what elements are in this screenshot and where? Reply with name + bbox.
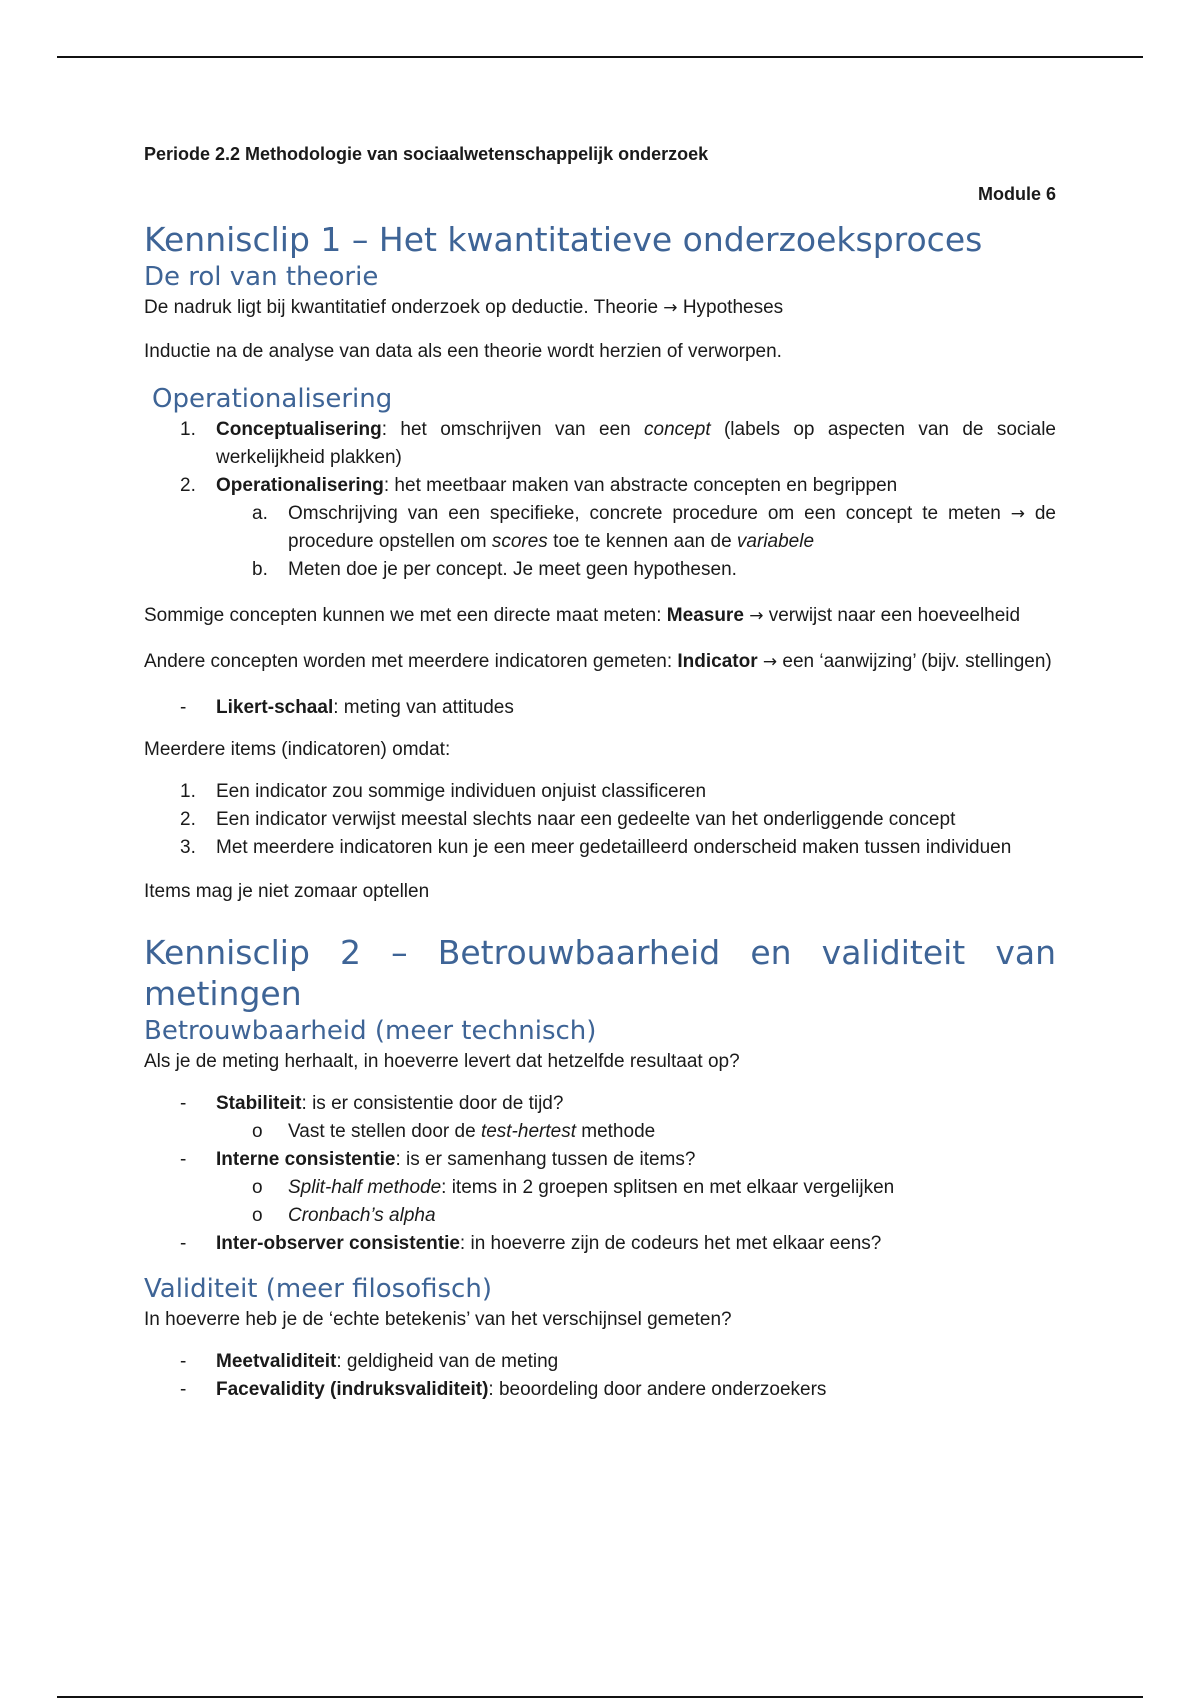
likert-list [144,694,1056,722]
module-label: Module 6 [977,184,1056,204]
theory-paragraph-2: Inductie na de analyse van data als een theorie wordt herzien of verworpen. [144,341,782,362]
reliability-question: Als je de meting herhaalt, in hoeverre levert dat hetzelfde resultaat op? [144,1051,740,1072]
top-rule [57,56,1143,58]
validity-list [144,1348,1056,1404]
list-item: - Facevalidity (indruksvaliditeit): beoordeling door andere onderzoekers [180,1379,827,1400]
list-item: 2. Een indicator verwijst meestal slechts naar een gedeelte van het onderliggende concept [180,809,956,830]
theory-paragraph-1: De nadruk ligt bij kwantitatief onderzoek op deductie. Theorie → Hypotheses [144,297,784,318]
measure-paragraph: Sommige concepten kunnen we met een directe maat meten: Measure → verwijst naar een hoeveelheid [144,605,1021,626]
list-item: - Likert-schaal: meting van attitudes [180,697,514,718]
list-item: 3. Met meerdere indicatoren kun je een meer gedetailleerd onderscheid maken tussen individuen [180,837,1012,858]
clip1-title: Kennisclip 1 – Het kwantitatieve onderzoeksproces [144,220,983,259]
arrow-icon: → [1010,504,1025,524]
clip2-title: Kennisclip 2 – Betrouwbaarheid en validiteit van metingen [144,933,1056,1013]
items-intro: Meerdere items (indicatoren) omdat: [144,739,451,760]
reasons-list [144,778,1056,862]
list-item: 1. Een indicator zou sommige individuen onjuist classificeren [180,781,707,802]
arrow-icon: → [663,298,678,318]
list-item: o Cronbach’s alpha [252,1205,436,1226]
list-item: 2. Operationalisering: het meetbaar maken van abstracte concepten en begrippen [180,475,898,496]
operationalisation-list [144,416,1056,584]
list-item: 1. Conceptualisering: het omschrijven van een concept (labels op aspecten van de sociale werkelijkheid plakken) [180,419,1056,468]
items-note: Items mag je niet zomaar optellen [144,881,430,902]
arrow-icon: → [749,606,764,626]
indicator-paragraph: Andere concepten worden met meerdere indicatoren gemeten: Indicator → een ‘aanwijzing’ (bijv. stellingen) [144,651,1052,672]
reliability-list [144,1090,1056,1258]
validity-heading: Validiteit (meer filosofisch) [144,1274,492,1304]
document-page [144,140,1056,1404]
course-header: Periode 2.2 Methodologie van sociaalwetenschappelijk onderzoek [144,144,709,164]
list-item: - Stabiliteit: is er consistentie door de tijd? [180,1093,564,1114]
list-item: - Inter-observer consistentie: in hoeverre zijn de codeurs het met elkaar eens? [180,1233,882,1254]
list-item: - Meetvaliditeit: geldigheid van de meting [180,1351,559,1372]
list-item: o Split-half methode: items in 2 groepen splitsen en met elkaar vergelijken [252,1177,895,1198]
list-item: o Vast te stellen door de test-hertest methode [252,1121,656,1142]
theory-heading: De rol van theorie [144,262,379,292]
list-item: a. Omschrijving van een specifieke, concrete procedure om een concept te meten → de procedure opstellen om scores toe te kennen aan de variabele [252,503,1056,552]
list-item: - Interne consistentie: is er samenhang tussen de items? [180,1149,696,1170]
arrow-icon: → [762,652,778,672]
list-item: b. Meten doe je per concept. Je meet geen hypothesen. [252,559,737,580]
operationalisation-heading: Operationalisering [152,384,393,414]
bottom-rule [57,1696,1143,1698]
reliability-heading: Betrouwbaarheid (meer technisch) [144,1016,597,1046]
validity-question: In hoeverre heb je de ‘echte betekenis’ van het verschijnsel gemeten? [144,1309,732,1330]
